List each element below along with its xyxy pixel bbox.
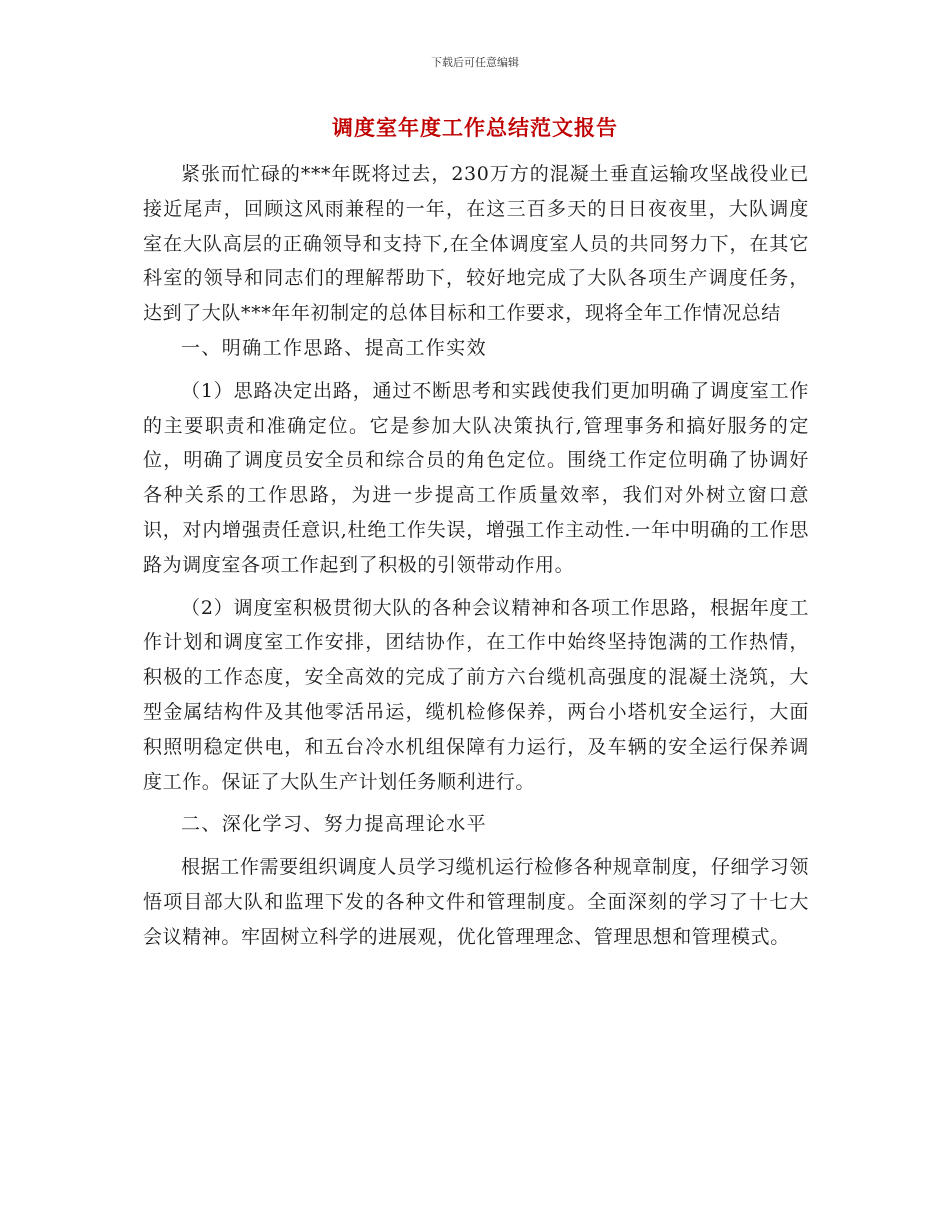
document-body [143,157,809,955]
section-2-paragraph-1: 根据工作需要组织调度人员学习缆机运行检修各种规章制度，仔细学习领悟项目部大队和监理下发的各种文件和管理制度。全面深刻的学习了十七大会议精神。牢固树立科学的进展观，优化管理理念、管理思想和管理模式。 [143,856,809,948]
section-1-paragraph-1: （1）思路决定出路，通过不断思考和实践使我们更加明确了调度室工作的主要职责和准确定位。它是参加大队决策执行,管理事务和搞好服务的定位，明确了调度员安全员和综合员的角色定位。围绕工作定位明确了协调好各种关系的工作思路，为进一步提高工作质量效率，我们对外树立窗口意识，对内增强责任意识,杜绝工作失误，增强工作主动性.一年中明确的工作思路为调度室各项工作起到了积极的引领带动作用。 [143,379,809,576]
section-1-paragraph-2: （2）调度室积极贯彻大队的各种会议精神和各项工作思路，根据年度工作计划和调度室工作安排，团结协作，在工作中始终坚持饱满的工作热情，积极的工作态度，安全高效的完成了前方六台缆机高强度的混凝土浇筑，大型金属结构件及其他零活吊运，缆机检修保养，两台小塔机安全运行，大面积照明稳定供电，和五台冷水机组保障有力运行，及车辆的安全运行保养调度工作。保证了大队生产计划任务顺利进行。 [143,596,809,793]
header-note: 下载后可任意编辑 [431,56,519,69]
spacer [143,366,809,374]
spacer [143,799,809,807]
spacer [143,842,809,850]
section-2-heading: 二、深化学习、努力提高理论水平 [181,813,488,836]
spacer [143,583,809,591]
document-title: 调度室年度工作总结范文报告 [332,116,618,140]
section-1-heading: 一、明确工作思路、提高工作实效 [181,336,488,359]
intro-paragraph: 紧张而忙碌的***年既将过去，230万方的混凝土垂直运输攻坚战役业已接近尾声，回顾这风雨兼程的一年，在这三百多天的日日夜夜里，大队调度室在大队高层的正确领导和支持下,在全体调度室人员的共同努力下，在其它科室的领导和同志们的理解帮助下，较好地完成了大队各项生产调度任务，达到了大队***年年初制定的总体目标和工作要求，现将全年工作情况总结 [143,163,809,325]
